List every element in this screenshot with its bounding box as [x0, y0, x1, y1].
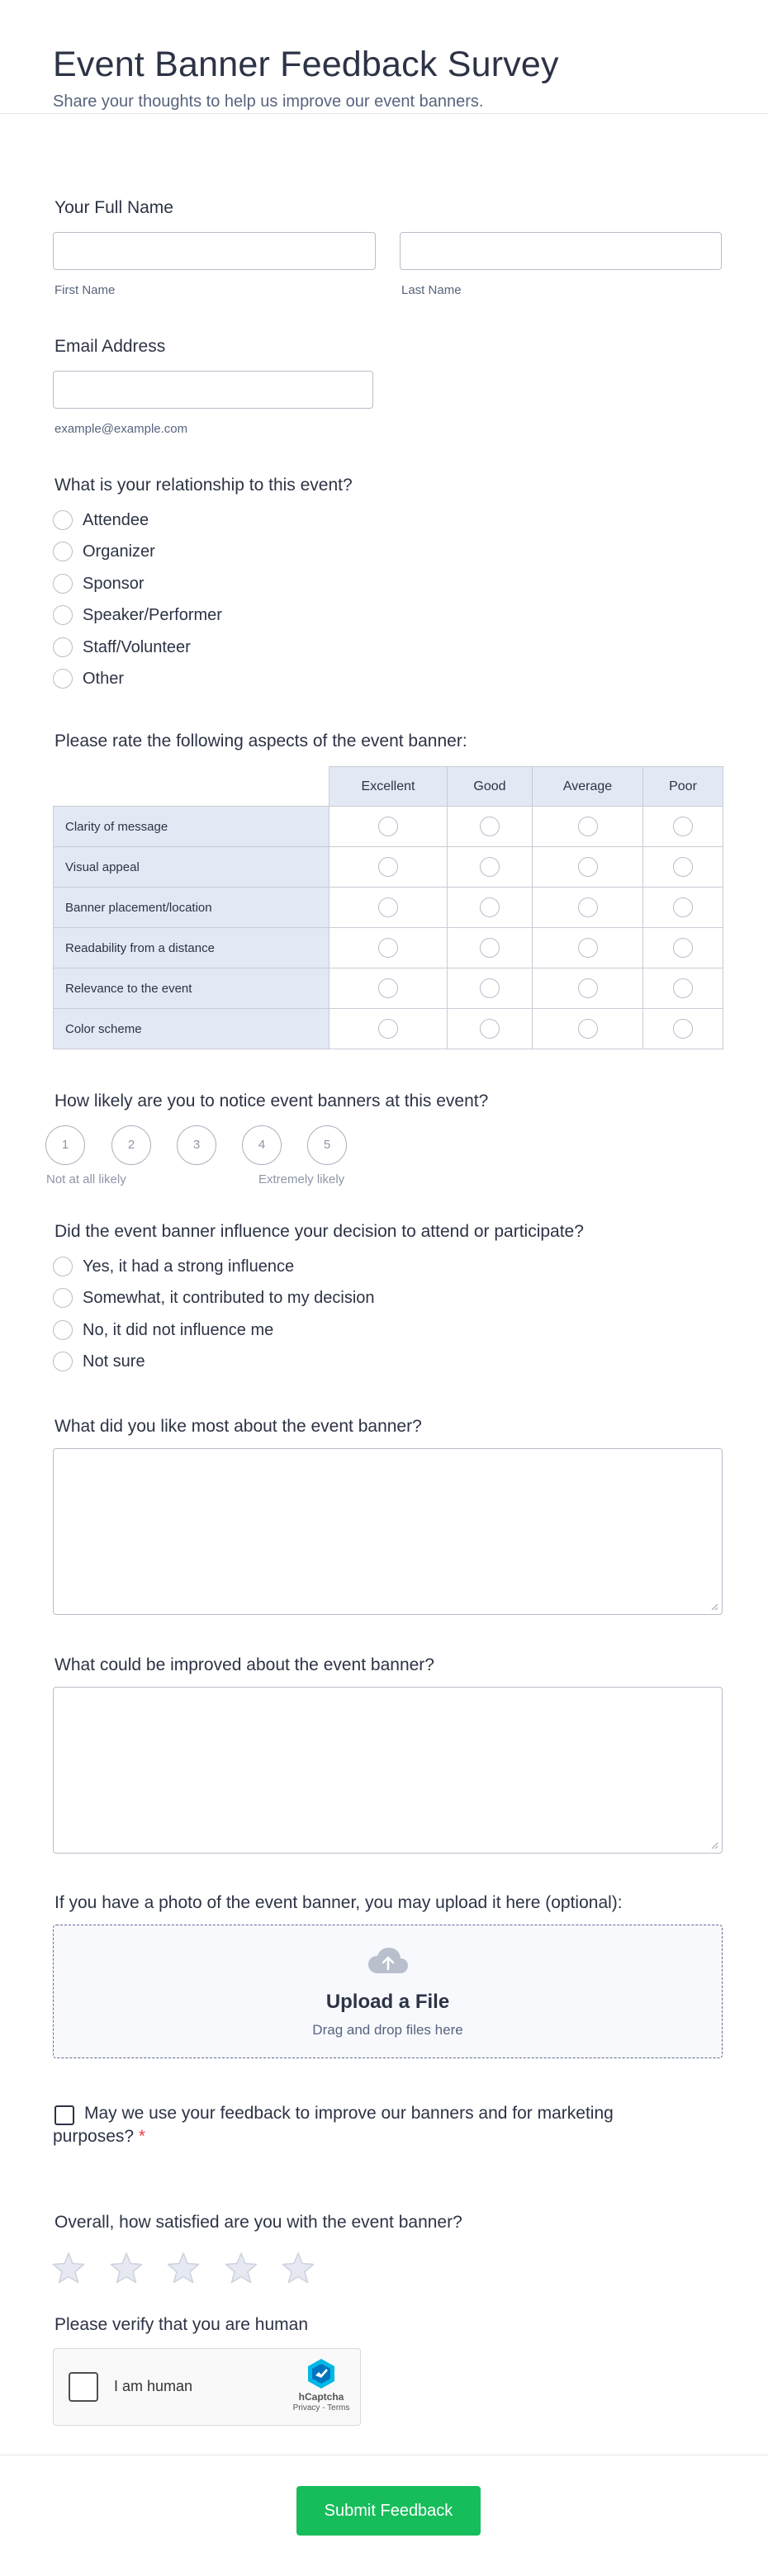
matrix-radio[interactable]	[480, 938, 500, 958]
influence-option[interactable]	[53, 1319, 273, 1342]
submit-button[interactable]: Submit Feedback	[296, 2486, 481, 2536]
influence-field	[53, 1219, 722, 1384]
matrix-row-label: Banner placement/location	[54, 888, 329, 928]
matrix-radio[interactable]	[673, 978, 693, 998]
matrix-row-label: Color scheme	[54, 1009, 329, 1049]
relationship-option[interactable]	[53, 540, 155, 563]
radio-button[interactable]	[53, 542, 73, 561]
matrix-row	[54, 928, 723, 968]
matrix-radio[interactable]	[578, 897, 598, 917]
radio-button[interactable]	[53, 1257, 73, 1276]
upload-label: If you have a photo of the event banner, you may upload it here (optional):	[55, 1893, 623, 1912]
liked-most-field	[53, 1413, 722, 1620]
resize-grip-icon[interactable]	[711, 1842, 718, 1849]
matrix-row-label: Clarity of message	[54, 807, 329, 847]
resize-grip-icon[interactable]	[711, 1603, 718, 1611]
relationship-option[interactable]	[53, 509, 149, 532]
radio-button[interactable]	[53, 1320, 73, 1340]
consent-label	[53, 2102, 647, 2148]
improvements-label: What could be improved about the event banner?	[55, 1655, 434, 1674]
banner-rating-matrix	[53, 728, 722, 1058]
hcaptcha-links[interactable]: Privacy - Terms	[292, 2403, 350, 2413]
influence-label: Did the event banner influence your decision to attend or participate?	[55, 1222, 584, 1241]
captcha-checkbox-label: I am human	[114, 2378, 193, 2394]
improvements-field	[53, 1652, 722, 1859]
relationship-option[interactable]	[53, 572, 145, 595]
matrix-column-header: Poor	[643, 767, 723, 807]
captcha-checkbox[interactable]	[69, 2372, 98, 2402]
upload-hint: Drag and drop files here	[312, 2022, 463, 2038]
option-label: Somewhat, it contributed to my decision	[83, 1288, 375, 1307]
relationship-option[interactable]	[53, 667, 124, 690]
radio-button[interactable]	[53, 1352, 73, 1371]
matrix-column-header: Good	[448, 767, 533, 807]
scale-option-4[interactable]: 4	[242, 1125, 282, 1165]
matrix-column-header: Excellent	[329, 767, 448, 807]
radio-button[interactable]	[53, 510, 73, 530]
matrix-radio[interactable]	[480, 897, 500, 917]
option-label: Organizer	[83, 542, 155, 561]
improvements-textarea[interactable]	[53, 1687, 723, 1854]
option-label: Yes, it had a strong influence	[83, 1257, 295, 1276]
full-name-field	[53, 195, 722, 302]
matrix-radio[interactable]	[673, 897, 693, 917]
radio-button[interactable]	[53, 605, 73, 625]
satisfaction-label: Overall, how satisfied are you with the event banner?	[55, 2213, 462, 2232]
scale-option-5[interactable]: 5	[307, 1125, 347, 1165]
email-sublabel: example@example.com	[55, 422, 188, 436]
upload-title: Upload a File	[325, 1991, 450, 2013]
file-upload-dropzone[interactable]	[53, 1925, 723, 2058]
matrix-radio[interactable]	[578, 857, 598, 877]
required-marker: *	[138, 2127, 146, 2146]
radio-button[interactable]	[53, 574, 73, 594]
influence-option[interactable]	[53, 1286, 375, 1309]
option-label: Attendee	[83, 510, 149, 529]
matrix-row	[54, 888, 723, 928]
captcha-label: Please verify that you are human	[55, 2315, 309, 2334]
consent-field	[53, 2100, 722, 2158]
first-name-sublabel: First Name	[55, 283, 116, 297]
likelihood-label: How likely are you to notice event banners at this event?	[55, 1091, 489, 1110]
email-input[interactable]	[53, 371, 373, 409]
option-label: No, it did not influence me	[83, 1320, 274, 1339]
liked-most-label: What did you like most about the event banner?	[55, 1417, 422, 1436]
matrix-radio[interactable]	[673, 938, 693, 958]
matrix-radio[interactable]	[578, 978, 598, 998]
matrix-row	[54, 847, 723, 888]
matrix-row-label: Relevance to the event	[54, 968, 329, 1009]
satisfaction-field	[53, 2209, 722, 2300]
relationship-option[interactable]	[53, 636, 191, 659]
star-5-icon[interactable]	[281, 2251, 315, 2285]
cloud-upload-icon	[367, 1947, 409, 1975]
hcaptcha-widget	[53, 2348, 361, 2426]
option-label: Not sure	[83, 1352, 145, 1371]
matrix-radio[interactable]	[578, 938, 598, 958]
consent-text: May we use your feedback to improve our banners and for marketing purposes?	[53, 2104, 614, 2146]
star-2-icon[interactable]	[109, 2251, 144, 2285]
hcaptcha-brand: hCaptcha	[298, 2391, 344, 2403]
scale-low-label: Not at all likely	[46, 1172, 126, 1186]
first-name-input[interactable]	[53, 232, 376, 270]
radio-button[interactable]	[53, 1288, 73, 1308]
matrix-column-header: Average	[533, 767, 643, 807]
photo-upload-field	[53, 1890, 722, 2063]
matrix-row-label: Visual appeal	[54, 847, 329, 888]
matrix-radio[interactable]	[378, 1019, 398, 1039]
scale-option-3[interactable]: 3	[177, 1125, 216, 1165]
likelihood-scale-field	[46, 1088, 722, 1187]
form-footer	[0, 2455, 768, 2576]
option-label: Staff/Volunteer	[83, 637, 191, 656]
matrix-radio[interactable]	[578, 1019, 598, 1039]
matrix-radio[interactable]	[378, 978, 398, 998]
matrix-radio[interactable]	[480, 978, 500, 998]
scale-option-1[interactable]: 1	[45, 1125, 85, 1165]
hcaptcha-logo-icon	[304, 2357, 339, 2390]
matrix-radio[interactable]	[673, 817, 693, 836]
star-1-icon[interactable]	[51, 2251, 86, 2285]
scale-high-label: Extremely likely	[258, 1172, 345, 1186]
option-label: Other	[83, 669, 125, 688]
radio-button[interactable]	[53, 669, 73, 689]
form-header	[0, 0, 768, 114]
matrix-radio[interactable]	[378, 938, 398, 958]
email-field	[53, 334, 722, 441]
liked-most-textarea[interactable]	[53, 1448, 723, 1615]
influence-option[interactable]	[53, 1255, 294, 1278]
matrix-radio[interactable]	[480, 857, 500, 877]
captcha-field	[53, 2312, 722, 2436]
option-label: Sponsor	[83, 574, 145, 593]
matrix-table	[53, 766, 723, 1049]
option-label: Speaker/Performer	[83, 605, 222, 624]
matrix-row	[54, 968, 723, 1009]
relationship-label: What is your relationship to this event?	[55, 476, 353, 495]
influence-option[interactable]	[53, 1350, 145, 1373]
matrix-row	[54, 1009, 723, 1049]
matrix-radio[interactable]	[378, 897, 398, 917]
star-3-icon[interactable]	[166, 2251, 201, 2285]
relationship-option[interactable]	[53, 604, 222, 627]
relationship-field	[53, 472, 722, 695]
radio-button[interactable]	[53, 637, 73, 657]
matrix-radio[interactable]	[673, 857, 693, 877]
matrix-radio[interactable]	[480, 817, 500, 836]
email-label: Email Address	[55, 337, 166, 356]
matrix-radio[interactable]	[480, 1019, 500, 1039]
matrix-radio[interactable]	[673, 1019, 693, 1039]
matrix-radio[interactable]	[378, 817, 398, 836]
full-name-label: Your Full Name	[55, 198, 173, 217]
form-title: Event Banner Feedback Survey	[53, 45, 559, 84]
matrix-row-label: Readability from a distance	[54, 928, 329, 968]
matrix-corner	[54, 767, 329, 807]
scale-option-2[interactable]: 2	[111, 1125, 151, 1165]
matrix-row	[54, 807, 723, 847]
last-name-input[interactable]	[400, 232, 722, 270]
form-subtitle: Share your thoughts to help us improve our event banners.	[53, 92, 484, 111]
matrix-label: Please rate the following aspects of the event banner:	[55, 732, 467, 751]
last-name-sublabel: Last Name	[401, 283, 462, 297]
star-4-icon[interactable]	[224, 2251, 258, 2285]
matrix-radio[interactable]	[578, 817, 598, 836]
matrix-radio[interactable]	[378, 857, 398, 877]
